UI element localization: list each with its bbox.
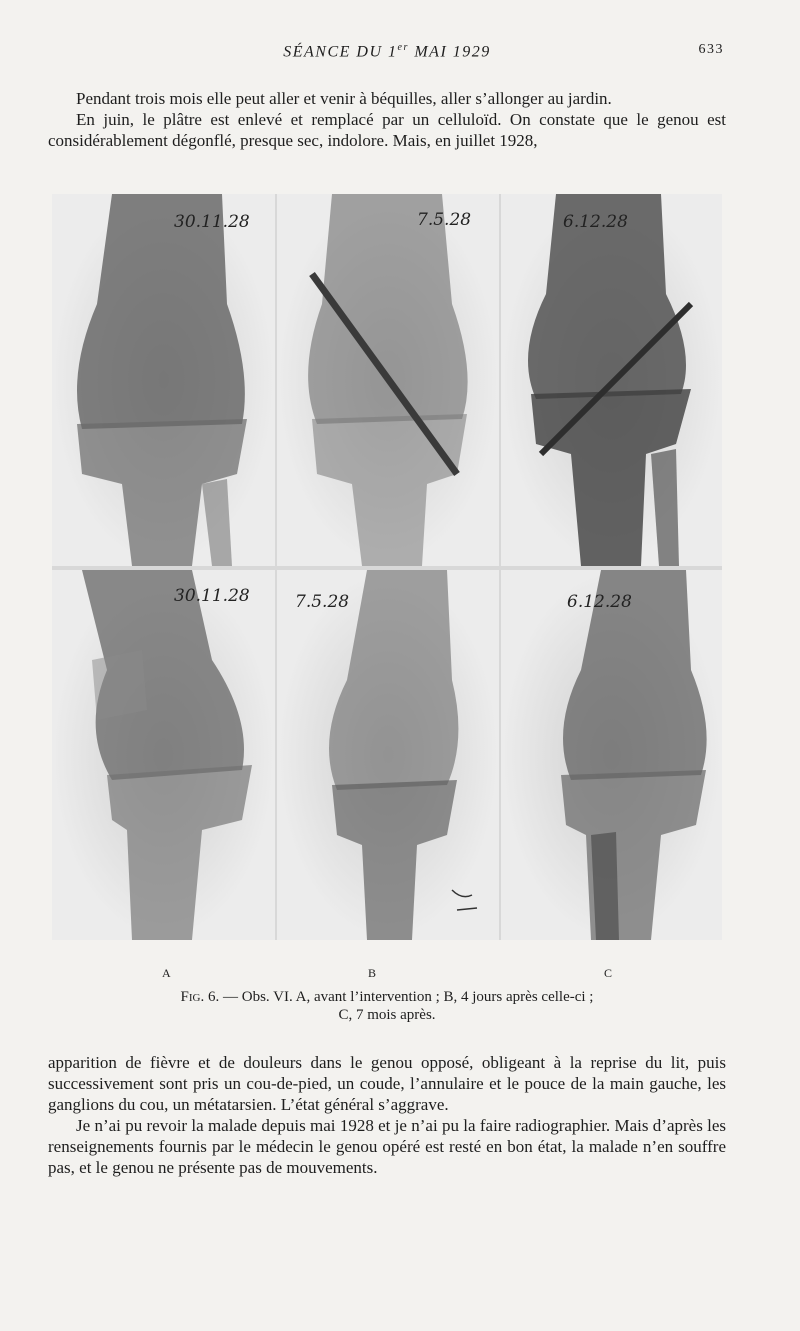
xray-panel-c-bottom xyxy=(501,570,722,940)
page-number: 633 xyxy=(698,42,724,57)
xray-panel-c-top xyxy=(501,194,722,566)
date-label: 30.11.28 xyxy=(174,586,250,606)
running-title: SÉANCE DU 1er MAI 1929 xyxy=(283,42,491,61)
date-label: 7.5.28 xyxy=(417,210,472,230)
knee-xray-image xyxy=(501,194,722,566)
knee-xray-image xyxy=(501,570,722,940)
paragraph: Pendant trois mois elle peut aller et venir à béquilles, aller s’allonger au jardin. xyxy=(76,89,612,108)
figure-caption xyxy=(48,988,726,1024)
knee-xray-image xyxy=(277,194,499,566)
paragraph: apparition de fièvre et de douleurs dans le genou opposé, obligeant à la reprise du lit, puis successivement sont pris un cou-de-pied, un coude, l’annulaire et le pouce de la main gauche, les ganglions du cou, un métatarsien. L’état général s’aggrave. xyxy=(48,1053,726,1114)
date-label: 6.12.28 xyxy=(563,212,628,232)
date-label: 6.12.28 xyxy=(567,592,632,612)
running-header xyxy=(48,42,726,66)
paragraph: En juin, le plâtre est enlevé et remplacé par un celluloïd. On constate que le genou est considérablement dégonflé, presque sec, indolore. Mais, en juillet 1928, xyxy=(48,110,726,150)
caption-line: C, 7 mois après. xyxy=(338,1007,436,1023)
panel-letter-a: A xyxy=(162,966,171,980)
figure-label: Fig. 6. xyxy=(180,989,220,1005)
knee-xray-image xyxy=(52,194,275,566)
date-label: 7.5.28 xyxy=(295,592,350,612)
knee-xray-image xyxy=(52,570,275,940)
xray-panel-a-top xyxy=(52,194,275,566)
panel-letter-b: B xyxy=(368,966,377,980)
knee-xray-image xyxy=(277,570,499,940)
xray-panel-b-top xyxy=(277,194,499,566)
body-text-top xyxy=(48,88,726,151)
radiograph-figure xyxy=(52,194,722,940)
paragraph: Je n’ai pu revoir la malade depuis mai 1928 et je n’ai pu la faire radiographier. Mais d’après les renseignements fournis par le médecin le genou opéré est resté en bon état, la malade n’en souffre pas, et le genou ne présente pas de mouvements. xyxy=(48,1116,726,1177)
panel-letter-c: C xyxy=(604,966,613,980)
panel-letters xyxy=(48,966,726,984)
xray-panel-b-bottom xyxy=(277,570,499,940)
body-text-bottom xyxy=(48,1052,726,1178)
date-label: 30.11.28 xyxy=(174,212,250,232)
caption-line: — Obs. VI. A, avant l’intervention ; B, 4 jours après celle-ci ; xyxy=(219,989,594,1005)
xray-panel-a-bottom xyxy=(52,570,275,940)
